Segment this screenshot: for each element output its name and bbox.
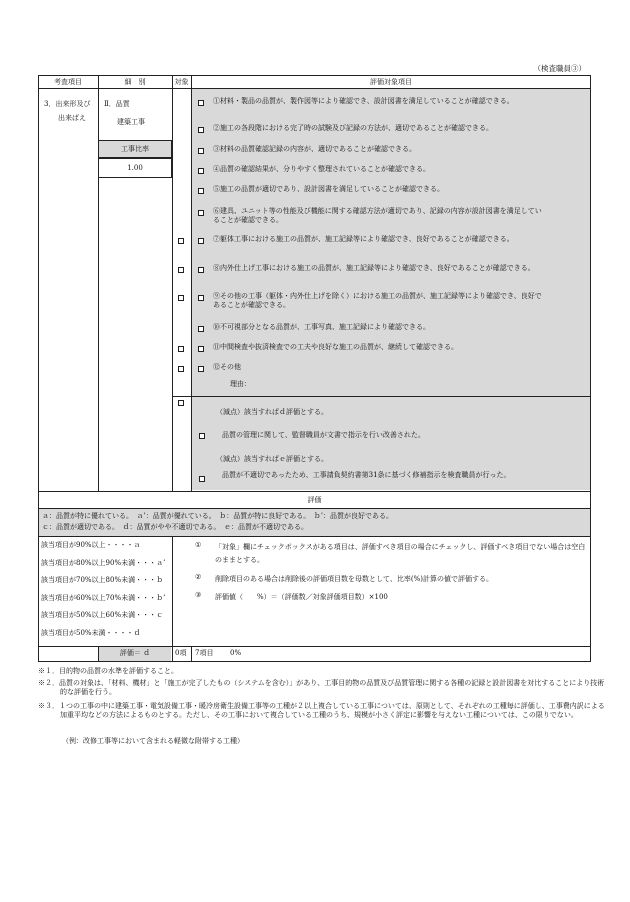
deduction-e-title: （減点）該当すればｅ評価とする。 bbox=[216, 455, 328, 463]
eval-result: 評価＝ ｄ bbox=[119, 649, 151, 657]
header-target: 対象 bbox=[174, 78, 189, 86]
eval-item: ①材料・製品の品質が、製作図等により確認でき、設計図書を満足していることが確認できる。 bbox=[213, 97, 514, 105]
eval-percent: 0% bbox=[230, 649, 242, 657]
eval-count: 0項 bbox=[175, 649, 187, 657]
item-checkbox[interactable] bbox=[198, 168, 204, 174]
item-checkbox[interactable] bbox=[198, 210, 204, 216]
eval-legend-2: ｃ：品質が適切である。 ｄ：品質がやや不適切である。 ｅ：品質が不適切である。 bbox=[42, 523, 308, 531]
eval-item: ⑦躯体工事における施工の品質が、施工記録等により確認でき、良好であることが確認できる。 bbox=[213, 235, 514, 243]
eval-item: ⑩不可視部分となる品質が、工事写真、施工記録により確認できる。 bbox=[213, 323, 430, 331]
eval-item: ⑫その他 bbox=[213, 363, 241, 371]
deduction-e-item: 品質が不適切であったため、工事請負契約書第31条に基づく修補指示を検査職員が行った。 bbox=[222, 471, 511, 479]
item-checkbox[interactable] bbox=[198, 127, 204, 133]
category-sub2: 建築工事 bbox=[117, 118, 145, 126]
eval-item: ④品質の確認結果が、分りやすく整理されていることが確認できる。 bbox=[213, 165, 430, 173]
doc-label: （検査職員③） bbox=[533, 64, 586, 73]
grade-rule: 該当項目が70%以上80%未満・・・ｂ bbox=[41, 576, 164, 584]
header-eval-items: 評価対象項目 bbox=[370, 78, 412, 86]
eval-total: 7項目 bbox=[195, 649, 214, 657]
eval-item: ⑤施工の品質が適切であり、設計図書を満足していることが確認できる。 bbox=[213, 185, 444, 193]
item-checkbox[interactable] bbox=[198, 295, 204, 301]
instruction-number: ③ bbox=[195, 591, 202, 599]
eval-item: ⑥建具、ユニット等の性能及び機能に関する確認方法が適切であり、記録の内容が設計図書を満足していることが確認できる。 bbox=[213, 207, 542, 225]
item-checkbox[interactable] bbox=[198, 326, 204, 332]
note-4: （例：改修工事等において含まれる軽微な附帯する工種） bbox=[62, 737, 244, 745]
instruction-text: 評価値（ %）＝（評価数／対象評価項目数）×100 bbox=[215, 593, 388, 601]
grade-rule: 該当項目が80%以上90%未満・・・ａ’ bbox=[41, 558, 166, 567]
target-checkbox[interactable] bbox=[178, 346, 184, 352]
deduction-d-checkbox[interactable] bbox=[199, 433, 205, 439]
header-item: 考査項目 bbox=[54, 78, 82, 86]
eval-item: ⑧内外仕上げ工事における施工の品質が、施工記録等により確認でき、良好であることが確認できる。 bbox=[213, 264, 535, 272]
item-checkbox[interactable] bbox=[198, 346, 204, 352]
target-checkbox[interactable] bbox=[178, 238, 184, 244]
grade-rule: 該当項目が50%以上60%未満・・・ｃ bbox=[41, 611, 164, 619]
target-checkbox[interactable] bbox=[178, 295, 184, 301]
deduction-d-title: （減点）該当すればｄ評価とする。 bbox=[216, 408, 328, 416]
item-checkbox[interactable] bbox=[198, 148, 204, 154]
reason-label: 理由： bbox=[230, 380, 251, 388]
category-main2: 出来ばえ bbox=[58, 114, 86, 122]
item-checkbox[interactable] bbox=[198, 366, 204, 372]
item-checkbox[interactable] bbox=[198, 238, 204, 244]
deduction-d-item: 品質の管理に関して、監督職員が文書で指示を行い改善された。 bbox=[222, 431, 425, 439]
category-sub: Ⅱ．品質 bbox=[104, 100, 130, 108]
note-3: ※３．１つの工事の中に建築工事・電気設備工事・暖冷房衛生設備工事等の工種が２以上複合している工事については、原則として、それぞれの工種毎に評価し、工事費内訳による加重平均などの方法によるものとする。ただし、その工事において複合している工種のうち、規模が小さく評定に影響を与えない工種については、この限りでない。 bbox=[38, 702, 605, 720]
eval-title: 評価 bbox=[307, 496, 322, 504]
instruction-text: 「対象」欄にチェックボックスがある項目は、評価すべき項目の場合にチェックし、評価すべき項目でない場合は空白のままとする。 bbox=[215, 543, 586, 565]
eval-item: ③材料の品質確認記録の内容が、適切であることが確認できる。 bbox=[213, 145, 416, 153]
item-checkbox[interactable] bbox=[198, 188, 204, 194]
deduction-e-checkbox[interactable] bbox=[199, 476, 205, 482]
grade-rule: 該当項目が50%未満・・・・ｄ bbox=[41, 628, 141, 637]
instruction-number: ② bbox=[195, 573, 202, 581]
instruction-number: ① bbox=[195, 541, 202, 549]
ratio-label: 工事比率 bbox=[98, 140, 172, 158]
eval-item: ⑨その他の工事（躯体・内外仕上げを除く）における施工の品質が、施工記録等により確認でき、良好であることが確認できる。 bbox=[213, 292, 542, 310]
header-detail: 細 別 bbox=[124, 78, 146, 86]
item-checkbox[interactable] bbox=[198, 100, 204, 106]
ratio-value: 1.00 bbox=[98, 158, 172, 178]
instruction-text: 削除項目のある場合は削除後の評価項目数を母数として、比率(%)計算の値で評価する。 bbox=[215, 575, 493, 583]
note-1: ※１．目的物の品質の水準を評価すること。 bbox=[38, 667, 178, 675]
target-checkbox[interactable] bbox=[178, 267, 184, 273]
deduction-target-checkbox[interactable] bbox=[178, 400, 184, 406]
target-checkbox[interactable] bbox=[178, 366, 184, 372]
eval-legend-1: ａ：品質が特に優れている。 ａ’：品質が優れている。 ｂ：品質が特に良好である。 ｂ’：品質が良好である。 bbox=[42, 512, 393, 520]
category-main: 3．出来形及び bbox=[44, 100, 91, 108]
grade-rule: 該当項目が90%以上・・・・ａ bbox=[41, 541, 141, 549]
eval-item: ⑪中間検査や抜済検査での工夫や良好な施工の品質が、継続して確認できる。 bbox=[213, 343, 458, 351]
note-2: ※２．品質の対象は、「材料、機材」と「施工が完了したもの（システムを含む）」があり、工事目的物の品質及び品質管理に関する各種の記録と設計図書を対比することにより技術的な評価を行う。 bbox=[38, 679, 605, 697]
item-checkbox[interactable] bbox=[198, 267, 204, 273]
eval-item: ②施工の各段階における完了時の試験及び記録の方法が、適切であることが確認できる。 bbox=[213, 124, 493, 132]
grade-rule: 該当項目が60%以上70%未満・・・ｂ’ bbox=[41, 593, 166, 602]
